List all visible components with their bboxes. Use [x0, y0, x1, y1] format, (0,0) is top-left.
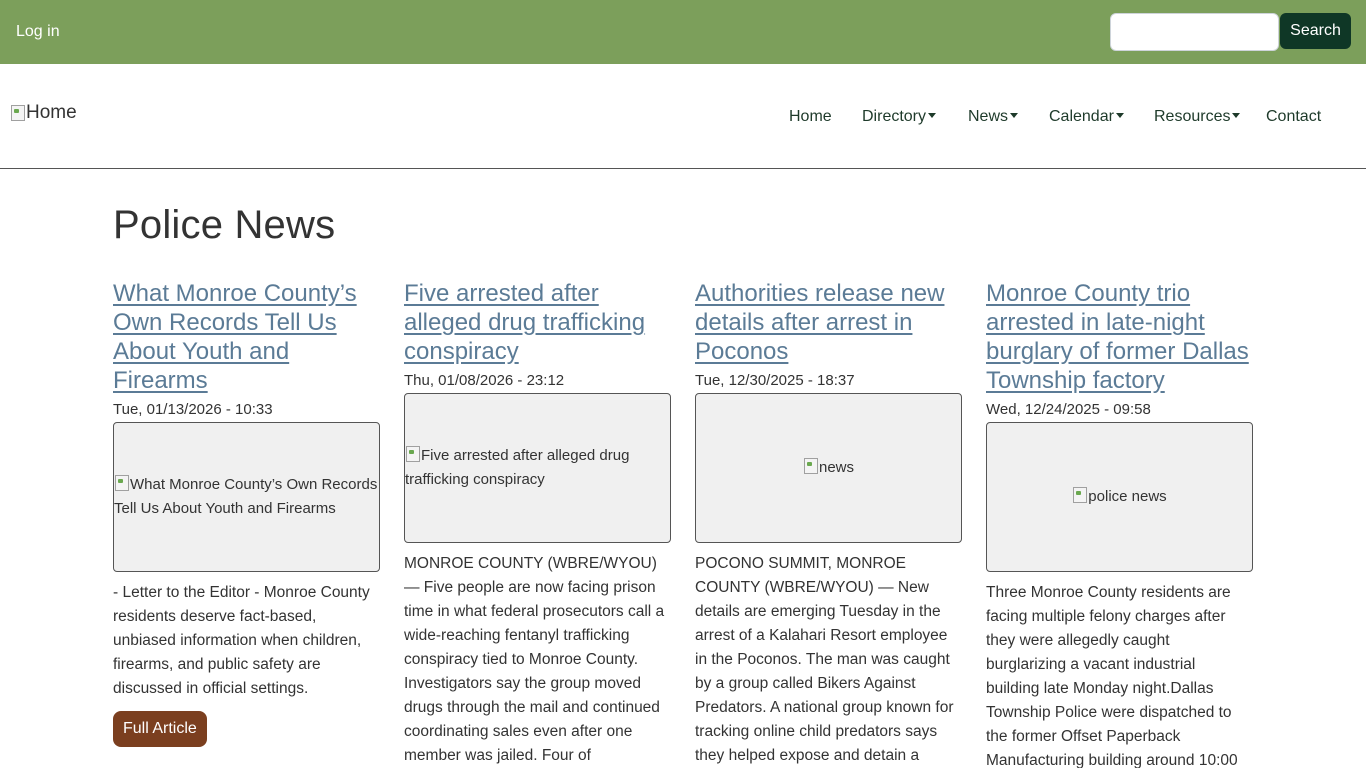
search-input[interactable] [1110, 13, 1279, 51]
nav-label: Directory [862, 108, 927, 125]
full-article-button[interactable]: Full Article [113, 711, 207, 747]
article-card [404, 279, 671, 768]
nav-directory[interactable] [862, 107, 936, 127]
page-title: Police News [113, 203, 336, 247]
image-alt-text: What Monroe County’s Own Records Tell Us About Youth and Firearms [114, 476, 378, 517]
article-date: Wed, 12/24/2025 - 09:58 [986, 401, 1151, 418]
article-date: Tue, 12/30/2025 - 18:37 [695, 372, 855, 389]
article-image [986, 422, 1253, 572]
nav-label: Contact [1266, 108, 1322, 125]
article-title-link[interactable]: Monroe County trio arrested in late-night burglary of former Dallas Township factory [986, 280, 1249, 394]
article-title-link[interactable]: What Monroe County’s Own Records Tell Us About Youth and Firearms [113, 280, 357, 394]
nav-label: Resources [1154, 108, 1231, 125]
nav-home[interactable] [789, 107, 832, 127]
broken-image-icon [405, 446, 421, 462]
main-nav [0, 107, 1366, 127]
image-alt-text: news [818, 459, 855, 476]
caret-down-icon [1116, 113, 1124, 118]
image-alt-text: police news [1088, 488, 1167, 505]
article-card [113, 279, 380, 747]
top-bar [0, 0, 1366, 64]
search-button[interactable]: Search [1280, 13, 1351, 49]
article-card [695, 279, 962, 768]
article-image [113, 422, 380, 572]
image-alt-text: Five arrested after alleged drug trafficking conspiracy [405, 447, 630, 488]
broken-image-icon [803, 458, 819, 474]
article-card [986, 279, 1253, 768]
article-summary: Three Monroe County residents are facing multiple felony charges after they were allegedly caught burglarizing a vacant industrial building late Monday night.Dallas Township Police were dispatched to the former Offset Paperback Manufacturing building around 10:00 [986, 584, 1238, 768]
article-date: Tue, 01/13/2026 - 10:33 [113, 401, 273, 418]
article-date: Thu, 01/08/2026 - 23:12 [404, 372, 565, 389]
nav-contact[interactable] [1266, 107, 1321, 127]
site-header [0, 64, 1366, 169]
nav-label: Home [789, 108, 832, 125]
broken-image-icon [114, 475, 130, 491]
logo-alt-text: Home [26, 102, 77, 123]
nav-calendar[interactable] [1049, 107, 1124, 127]
article-summary: MONROE COUNTY (WBRE/WYOU)— Five people are now facing prison time in what federal prosecutors call a wide-reaching fentanyl trafficking conspiracy tied to Monroe County. Investigators say the group moved drugs through the mail and continued coordinating sales even after one member was jailed. Four of [404, 555, 665, 764]
nav-resources[interactable] [1154, 107, 1240, 127]
nav-label: News [968, 108, 1009, 125]
nav-news[interactable] [968, 107, 1018, 127]
article-summary: POCONO SUMMIT, MONROE COUNTY (WBRE/WYOU) — New details are emerging Tuesday in the arrest of a Kalahari Resort employee in the Poconos. The man was caught by a group called Bikers Against Predators. A national group known for tracking online child predators says they helped expose and detain a [695, 555, 954, 764]
broken-image-icon [1072, 487, 1088, 503]
article-title-link[interactable]: Authorities release new details after arrest in Poconos [695, 280, 945, 365]
login-link[interactable]: Log in [16, 23, 60, 40]
caret-down-icon [1232, 113, 1240, 118]
article-summary: - Letter to the Editor - Monroe County residents deserve fact-based, unbiased information when children, firearms, and public safety are discussed in official settings. [113, 584, 370, 697]
caret-down-icon [928, 113, 936, 118]
caret-down-icon [1010, 113, 1018, 118]
nav-label: Calendar [1049, 108, 1114, 125]
article-image [404, 393, 671, 543]
article-title-link[interactable]: Five arrested after alleged drug trafficking conspiracy [404, 280, 646, 365]
article-image [695, 393, 962, 543]
